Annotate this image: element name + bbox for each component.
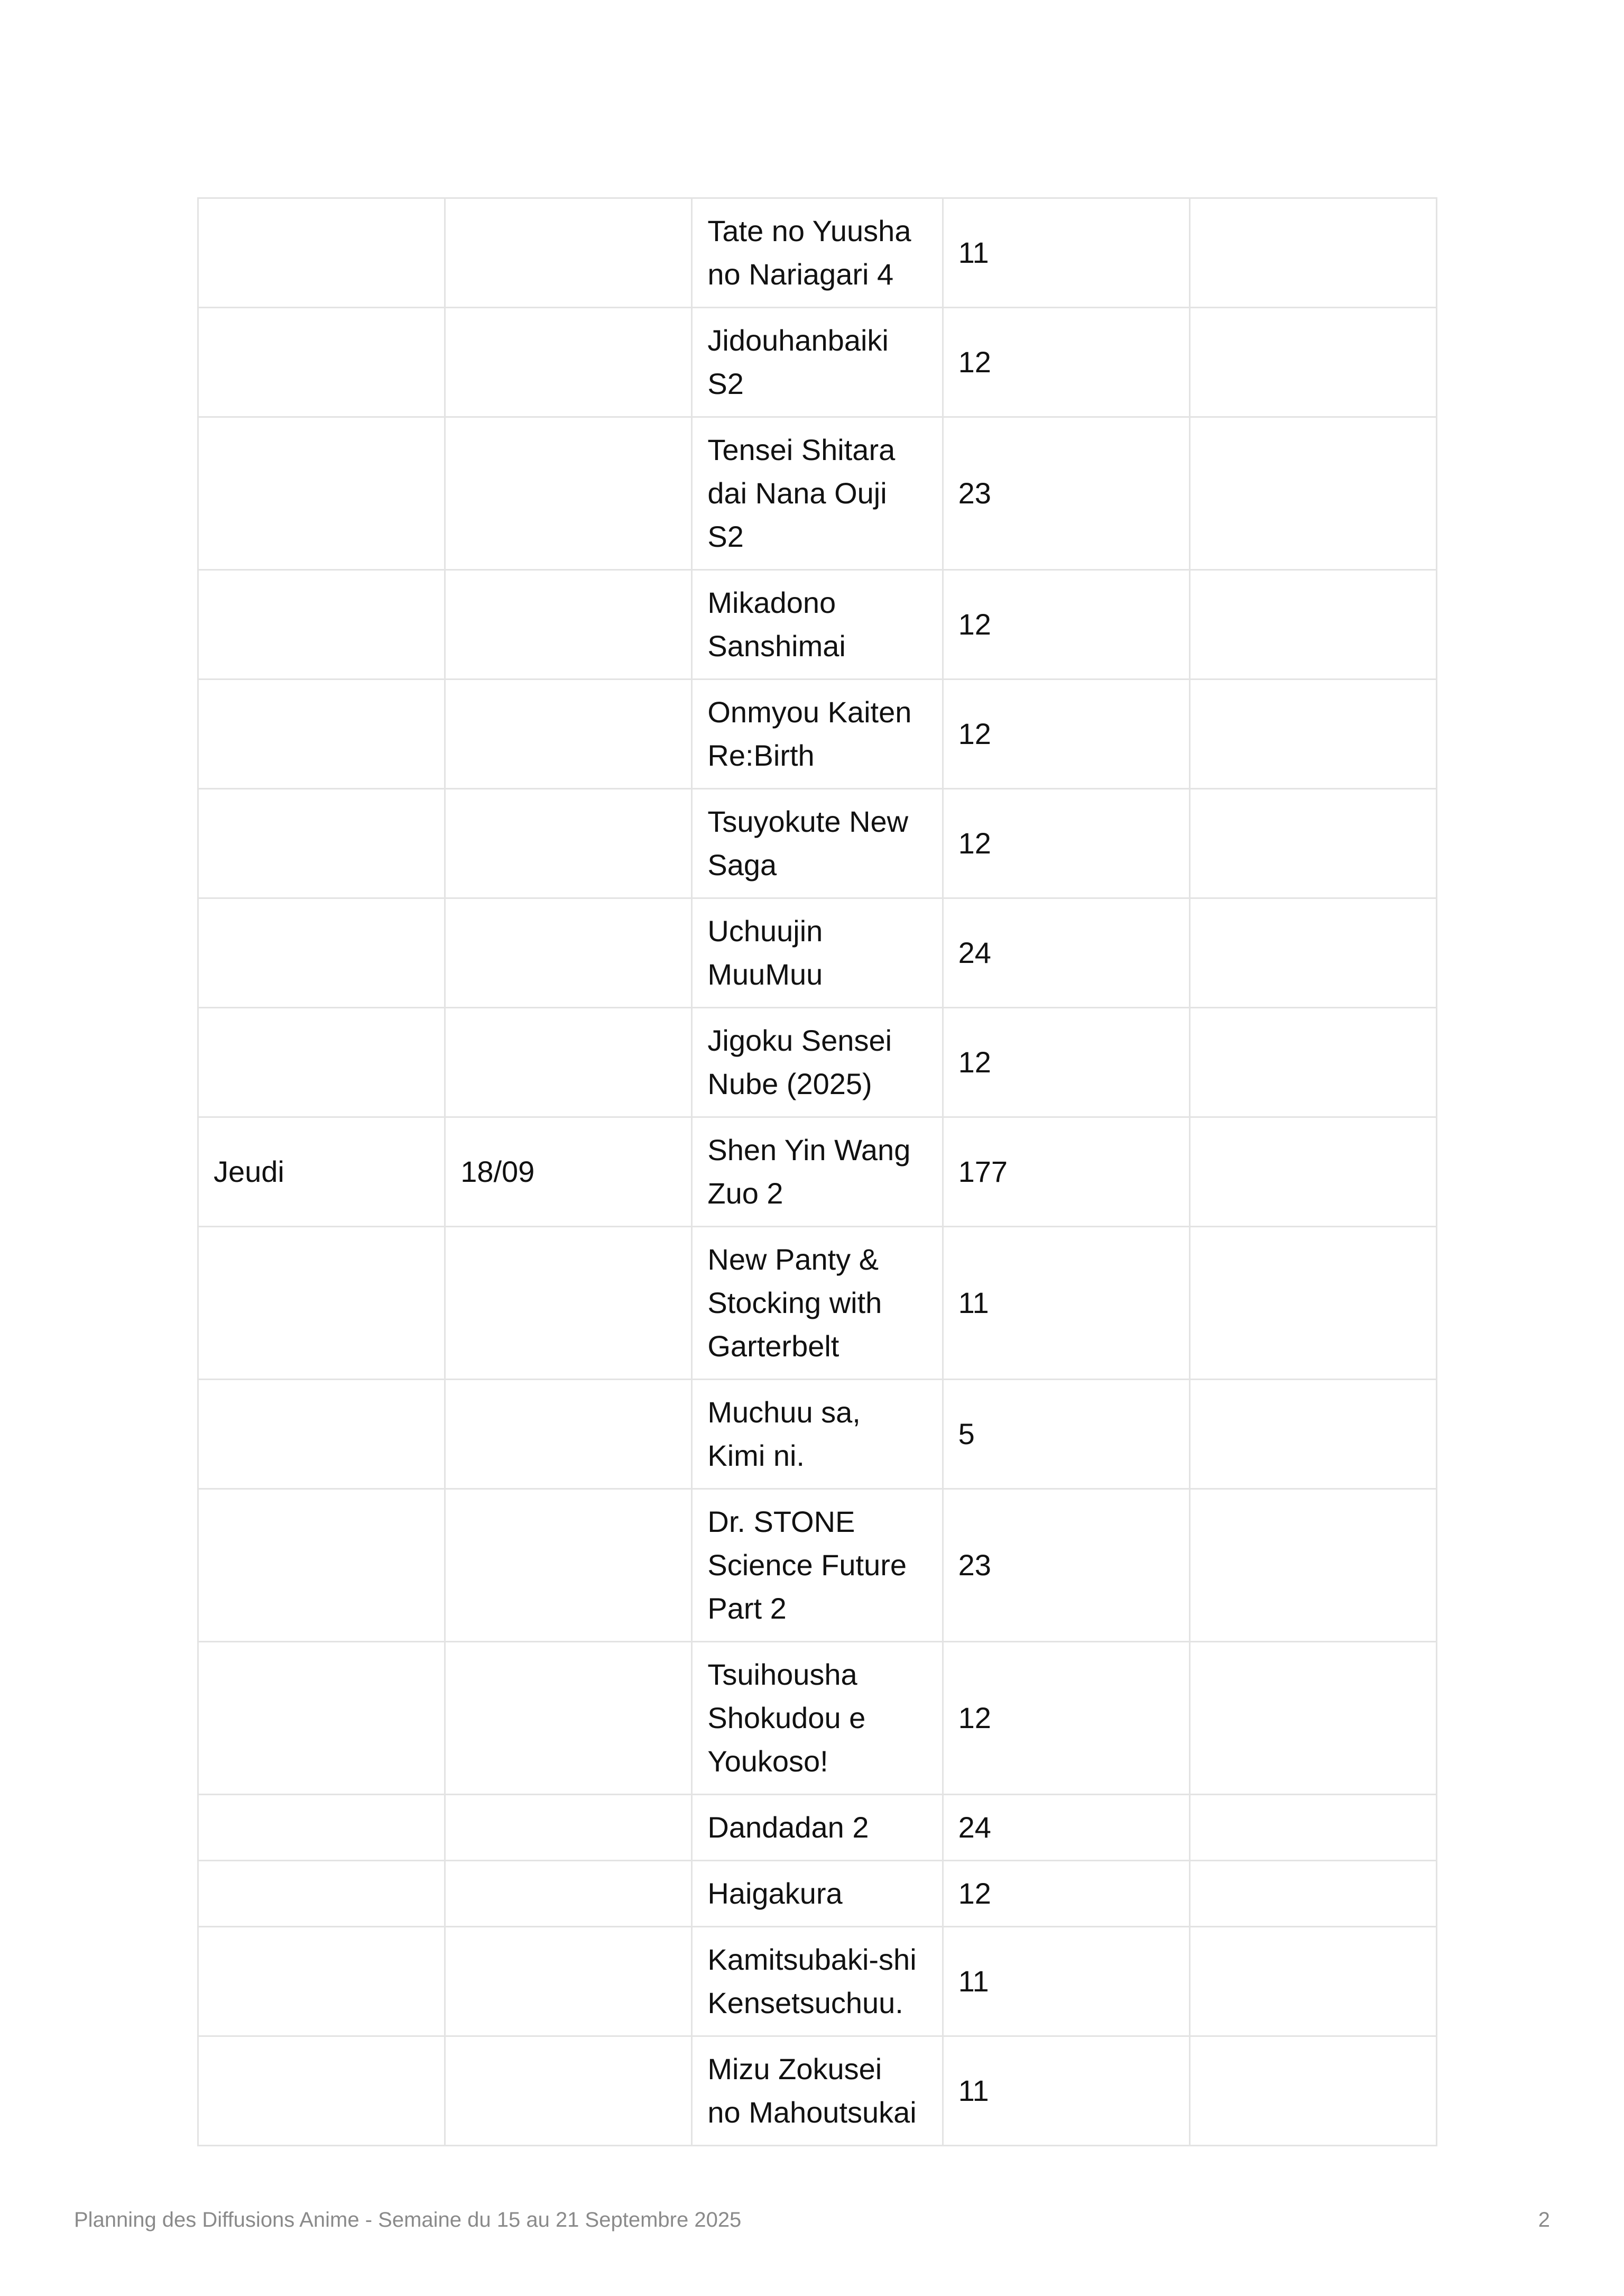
episode-cell: 12 [943, 679, 1189, 789]
day-cell [198, 1227, 445, 1380]
note-cell [1189, 1642, 1436, 1795]
date-cell [445, 198, 692, 308]
episode-cell: 177 [943, 1117, 1189, 1227]
date-cell [445, 1380, 692, 1489]
date-cell [445, 898, 692, 1008]
table-row [198, 1489, 1437, 1642]
note-cell [1189, 1117, 1436, 1227]
title-cell: New Panty & Stocking with Garterbelt [692, 1227, 943, 1380]
day-cell [198, 898, 445, 1008]
table-row [198, 1927, 1437, 2036]
schedule-table [197, 197, 1437, 2146]
note-cell [1189, 1380, 1436, 1489]
day-cell [198, 308, 445, 417]
day-cell [198, 1380, 445, 1489]
table-row [198, 1227, 1437, 1380]
day-cell [198, 417, 445, 570]
table-row [198, 417, 1437, 570]
title-cell: Kamitsubaki-shi Kensetsuchuu. [692, 1927, 943, 2036]
title-cell: Tate no Yuusha no Nariagari 4 [692, 198, 943, 308]
date-cell: 18/09 [445, 1117, 692, 1227]
note-cell [1189, 1795, 1436, 1861]
date-cell [445, 1008, 692, 1117]
note-cell [1189, 898, 1436, 1008]
title-cell: Onmyou Kaiten Re:Birth [692, 679, 943, 789]
episode-cell: 5 [943, 1380, 1189, 1489]
note-cell [1189, 1227, 1436, 1380]
title-cell: Haigakura [692, 1861, 943, 1927]
title-cell: Tensei Shitara dai Nana Ouji S2 [692, 417, 943, 570]
date-cell [445, 1795, 692, 1861]
day-cell: Jeudi [198, 1117, 445, 1227]
day-cell [198, 789, 445, 898]
day-cell [198, 679, 445, 789]
day-cell [198, 1795, 445, 1861]
episode-cell: 12 [943, 308, 1189, 417]
episode-cell: 12 [943, 1642, 1189, 1795]
table-row [198, 679, 1437, 789]
schedule-table-body [198, 198, 1437, 2146]
table-row [198, 198, 1437, 308]
title-cell: Muchuu sa, Kimi ni. [692, 1380, 943, 1489]
day-cell [198, 1642, 445, 1795]
episode-cell: 12 [943, 1861, 1189, 1927]
title-cell: Dr. STONE Science Future Part 2 [692, 1489, 943, 1642]
date-cell [445, 789, 692, 898]
title-cell: Mikadono Sanshimai [692, 570, 943, 679]
date-cell [445, 2036, 692, 2146]
table-row [198, 570, 1437, 679]
title-cell: Mizu Zokusei no Mahoutsukai [692, 2036, 943, 2146]
note-cell [1189, 1861, 1436, 1927]
day-cell [198, 1008, 445, 1117]
episode-cell: 24 [943, 1795, 1189, 1861]
episode-cell: 11 [943, 1927, 1189, 2036]
note-cell [1189, 2036, 1436, 2146]
episode-cell: 11 [943, 198, 1189, 308]
table-row [198, 1008, 1437, 1117]
date-cell [445, 1861, 692, 1927]
title-cell: Jigoku Sensei Nube (2025) [692, 1008, 943, 1117]
date-cell [445, 1927, 692, 2036]
episode-cell: 12 [943, 789, 1189, 898]
note-cell [1189, 1927, 1436, 2036]
day-cell [198, 570, 445, 679]
note-cell [1189, 789, 1436, 898]
day-cell [198, 1927, 445, 2036]
date-cell [445, 1489, 692, 1642]
table-row [198, 1642, 1437, 1795]
note-cell [1189, 679, 1436, 789]
episode-cell: 23 [943, 1489, 1189, 1642]
title-cell: Shen Yin Wang Zuo 2 [692, 1117, 943, 1227]
episode-cell: 11 [943, 1227, 1189, 1380]
note-cell [1189, 570, 1436, 679]
table-row [198, 1117, 1437, 1227]
footer-document-title: Planning des Diffusions Anime - Semaine du 15 au 21 Septembre 2025 [74, 2208, 742, 2231]
episode-cell: 12 [943, 570, 1189, 679]
date-cell [445, 679, 692, 789]
day-cell [198, 198, 445, 308]
note-cell [1189, 417, 1436, 570]
date-cell [445, 1642, 692, 1795]
table-row [198, 898, 1437, 1008]
date-cell [445, 417, 692, 570]
note-cell [1189, 1008, 1436, 1117]
episode-cell: 23 [943, 417, 1189, 570]
episode-cell: 24 [943, 898, 1189, 1008]
title-cell: Dandadan 2 [692, 1795, 943, 1861]
title-cell: Tsuyokute New Saga [692, 789, 943, 898]
table-row [198, 789, 1437, 898]
title-cell: Uchuujin MuuMuu [692, 898, 943, 1008]
table-row [198, 1380, 1437, 1489]
date-cell [445, 308, 692, 417]
day-cell [198, 2036, 445, 2146]
episode-cell: 12 [943, 1008, 1189, 1117]
day-cell [198, 1489, 445, 1642]
table-row [198, 1795, 1437, 1861]
note-cell [1189, 1489, 1436, 1642]
day-cell [198, 1861, 445, 1927]
title-cell: Jidouhanbaiki S2 [692, 308, 943, 417]
footer-page-number: 2 [1538, 2208, 1550, 2231]
table-row [198, 1861, 1437, 1927]
table-row [198, 2036, 1437, 2146]
date-cell [445, 1227, 692, 1380]
date-cell [445, 570, 692, 679]
note-cell [1189, 198, 1436, 308]
note-cell [1189, 308, 1436, 417]
table-row [198, 308, 1437, 417]
title-cell: Tsuihousha Shokudou e Youkoso! [692, 1642, 943, 1795]
episode-cell: 11 [943, 2036, 1189, 2146]
